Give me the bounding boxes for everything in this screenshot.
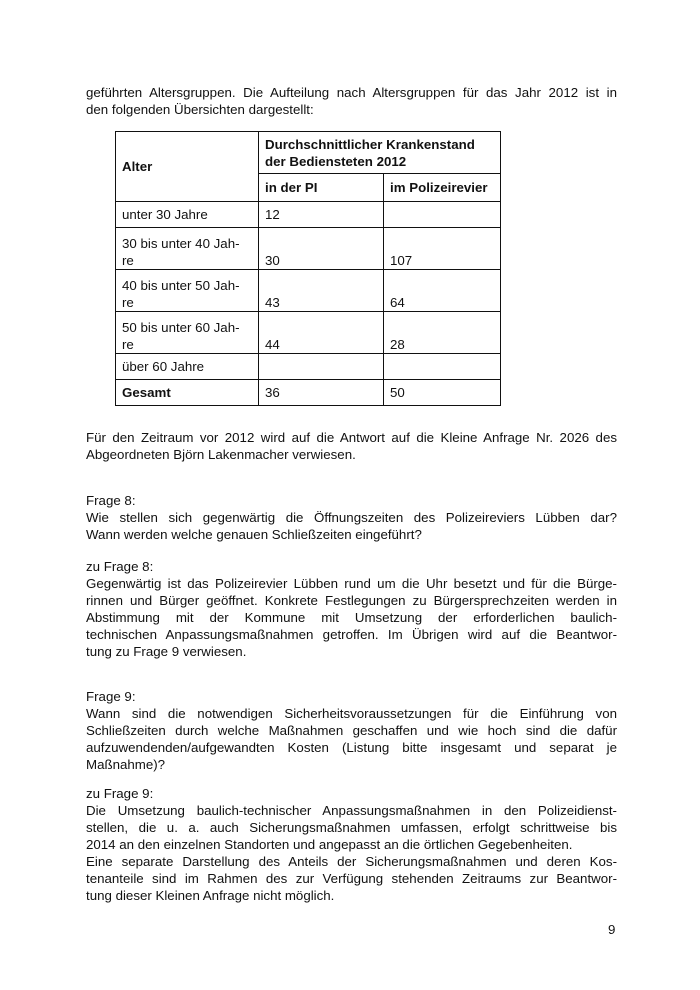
header-alter: Alter [116,132,259,202]
antwort-8-line-3: Abstimmung mit der Kommune mit Umsetzung der erforderlichen baulich- [86,610,617,625]
page-number: 9 [608,922,616,937]
frage-9-line-1: Wann sind die notwendigen Sicherheitsvoraussetzungen für die Einführung von [86,706,617,721]
intro-line-2: den folgenden Übersichten dargestellt: [86,102,314,117]
antwort-9-line-2: stellen, die u. a. auch Sicherungsmaßnahmen umfassen, erfolgt schrittweise bis [86,820,617,835]
row-label [116,312,259,354]
subheader-pi: in der PI [259,174,384,202]
row-label: über 60 Jahre [116,354,259,380]
row-revier-value: 28 [384,312,501,354]
antwort-9-line-1: Die Umsetzung baulich-technischer Anpassungsmaßnahmen in den Polizeidienst- [86,803,617,818]
row-label-line-1: 40 bis unter 50 Jah- [122,278,240,293]
frage-8-heading: Frage 8: [86,493,136,508]
header-krankenstand-line-1: Durchschnittlicher Krankenstand [265,136,475,152]
krankenstand-table [115,131,501,406]
row-pi-value: 43 [259,270,384,312]
table-row [116,270,501,312]
row-pi-value: 12 [259,202,384,228]
row-label-line-1: 30 bis unter 40 Jah- [122,236,240,251]
antwort-8-line-1: Gegenwärtig ist das Polizeirevier Lübben rund um die Uhr besetzt und für die Bürge- [86,576,617,591]
antwort-9-line-5: tenanteile sind im Rahmen des zur Verfügung stehenden Zeitraums zur Beantwor- [86,871,617,886]
antwort-8-heading: zu Frage 8: [86,559,154,574]
subheader-revier: im Polizeirevier [384,174,501,202]
antwort-8-line-2: rinnen und Bürger geöffnet. Konkrete Festlegungen zu Bürgersprechzeiten werden in [86,593,617,608]
total-revier-value: 50 [384,380,501,406]
frage-8-block [86,492,617,543]
antwort-9-line-6: tung dieser Kleinen Anfrage nicht möglich. [86,888,335,903]
antwort-8-line-4: technischen Anpassungsmaßnahmen getroffen. Im Übrigen wird auf die Beantwor- [86,627,617,642]
row-revier-value: 64 [384,270,501,312]
frage-8-line-1: Wie stellen sich gegenwärtig die Öffnungszeiten des Polizeireviers Lübben dar? [86,510,617,525]
row-label: unter 30 Jahre [116,202,259,228]
table-row [116,228,501,270]
total-label: Gesamt [116,380,259,406]
antwort-8-line-5: tung zu Frage 9 verwiesen. [86,644,247,659]
row-pi-value: 44 [259,312,384,354]
antwort-9-heading: zu Frage 9: [86,786,154,801]
row-label-line-2: re [122,253,134,268]
row-label [116,228,259,270]
table-total-row [116,380,501,406]
table-row [116,354,501,380]
header-krankenstand-line-2: der Bediensteten 2012 [265,153,407,169]
row-label-line-2: re [122,337,134,352]
row-revier-value [384,202,501,228]
total-pi-value: 36 [259,380,384,406]
table-row [116,202,501,228]
row-pi-value [259,354,384,380]
frage-9-heading: Frage 9: [86,689,136,704]
antwort-8-block [86,558,617,660]
frage-9-line-2: Schließzeiten durch welche Maßnahmen geschaffen und wie hoch sind die dafür [86,723,617,738]
row-label-line-2: re [122,295,134,310]
after-table-paragraph [86,429,617,463]
frage-8-line-2: Wann werden welche genauen Schließzeiten eingeführt? [86,527,422,542]
antwort-9-block [86,785,617,904]
row-label-line-1: 50 bis unter 60 Jah- [122,320,240,335]
intro-paragraph [86,84,617,118]
table-row [116,312,501,354]
frage-9-line-4: Maßnahme)? [86,757,166,772]
frage-9-block [86,688,617,773]
antwort-9-line-3: 2014 an den einzelnen Standorten und angepasst an die örtlichen Gegebenheiten. [86,837,573,852]
header-krankenstand [259,132,501,174]
antwort-9-line-4: Eine separate Darstellung des Anteils der Sicherungsmaßnahmen und deren Kos- [86,854,617,869]
row-revier-value: 107 [384,228,501,270]
frage-9-line-3: aufzuwendenden/aufgewandten Kosten (Listung bitte insgesamt und separat je [86,740,617,755]
row-revier-value [384,354,501,380]
row-label [116,270,259,312]
intro-line-1: geführten Altersgruppen. Die Aufteilung nach Altersgruppen für das Jahr 2012 ist in [86,85,617,100]
after-table-line-2: Abgeordneten Björn Lakenmacher verwiesen. [86,447,356,462]
after-table-line-1: Für den Zeitraum vor 2012 wird auf die Antwort auf die Kleine Anfrage Nr. 2026 des [86,430,617,445]
row-pi-value: 30 [259,228,384,270]
